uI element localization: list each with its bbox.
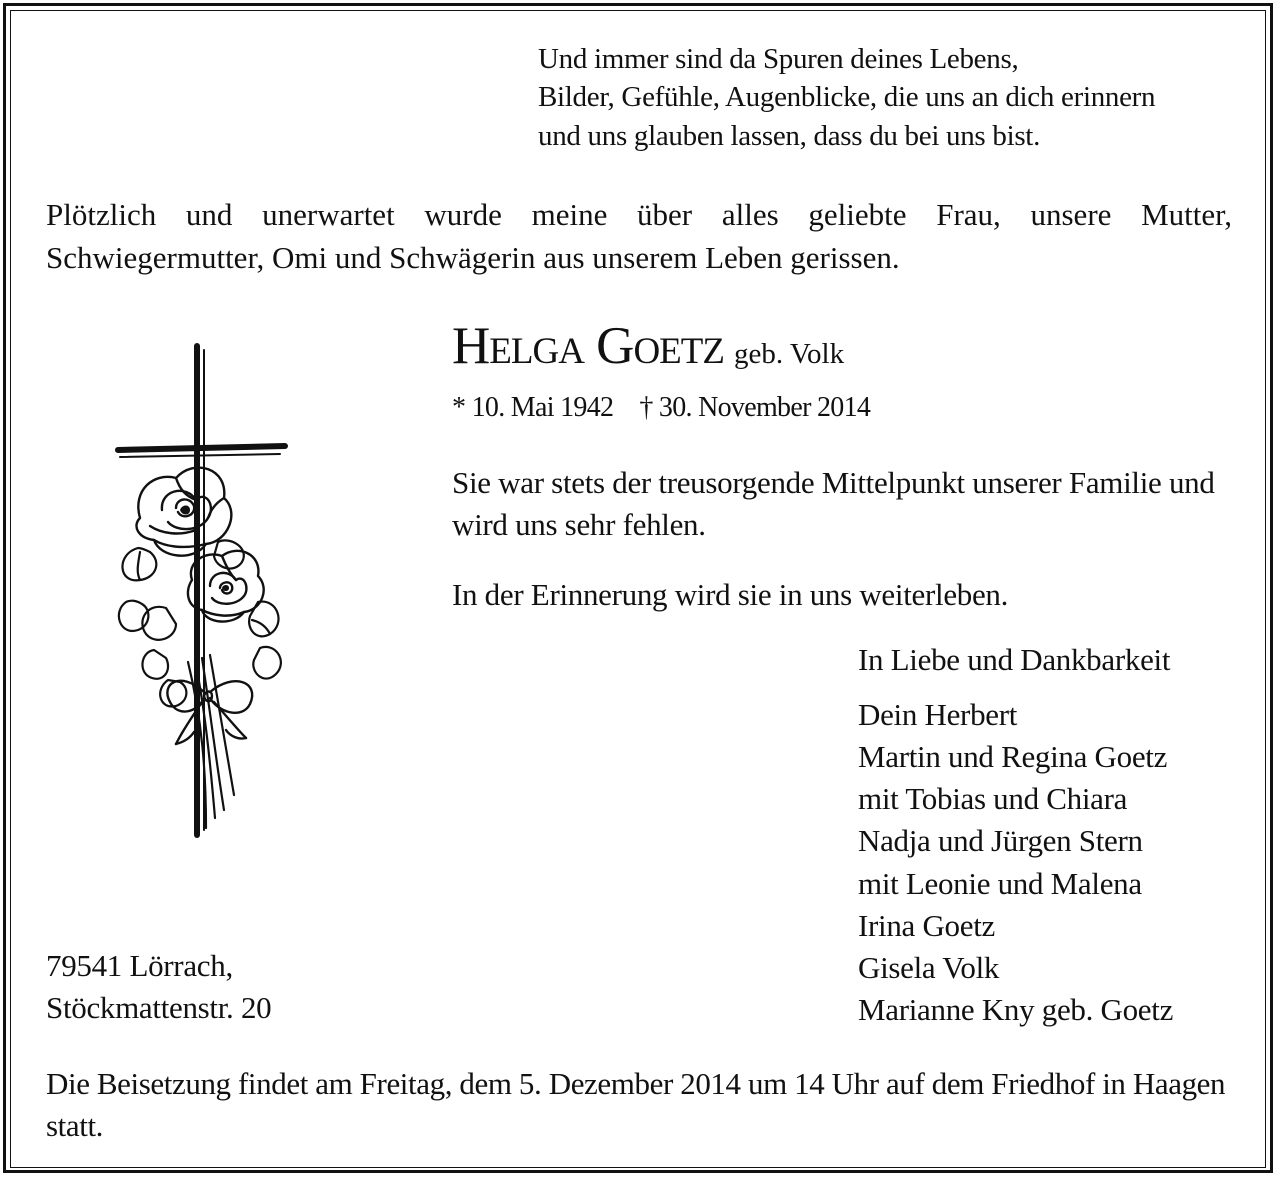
poem-line: Und immer sind da Spuren deines Lebens, <box>538 43 1019 75</box>
family-member: Martin und Regina Goetz <box>858 739 1168 775</box>
poem <box>538 40 1155 155</box>
life-dates <box>452 390 870 426</box>
cross-with-roses-icon <box>110 340 300 845</box>
address <box>46 945 271 1029</box>
family-member: mit Leonie und Malena <box>858 865 1142 901</box>
deceased-name: Helga Goetz <box>452 317 724 375</box>
address-city: 79541 Lörrach, <box>46 948 233 983</box>
family-member: Irina Goetz <box>858 907 995 943</box>
deceased-heading <box>452 312 844 381</box>
poem-line: Bilder, Gefühle, Augenblicke, die uns an dich erinnern <box>538 81 1156 114</box>
family-member: Nadja und Jürgen Stern <box>858 823 1143 859</box>
memory-text: In der Erinnerung wird sie in uns weiterleben. <box>452 577 1009 612</box>
birth-date: * 10. Mai 1942 <box>452 392 614 423</box>
death-date: † 30. November 2014 <box>639 392 871 423</box>
poem-line: und uns glauben lassen, dass du bei uns bist. <box>538 119 1041 152</box>
maiden-name: geb. Volk <box>733 338 845 370</box>
burial-notice: Die Beisetzung findet am Freitag, dem 5. Dezember 2014 um 14 Uhr auf dem Friedhof in Haagen statt. <box>46 1066 1226 1144</box>
family-member: Dein Herbert <box>858 697 1018 732</box>
tribute-text: Sie war stets der treusorgende Mittelpunkt unserer Familie und wird uns sehr fehlen. <box>452 465 1215 543</box>
family-member: mit Tobias und Chiara <box>858 781 1128 817</box>
family-member: Gisela Volk <box>858 949 1000 985</box>
intro-text: Plötzlich und unerwartet wurde meine über alles geliebte Frau, unsere Mutter, Schwiegermutter, Omi und Schwägerin aus unserem Leben gerissen. <box>46 197 1232 276</box>
family-list <box>858 694 1173 1031</box>
address-street: Stöckmattenstr. 20 <box>46 990 272 1026</box>
signoff: In Liebe und Dankbarkeit <box>858 642 1171 677</box>
family-member: Marianne Kny geb. Goetz <box>858 992 1174 1028</box>
